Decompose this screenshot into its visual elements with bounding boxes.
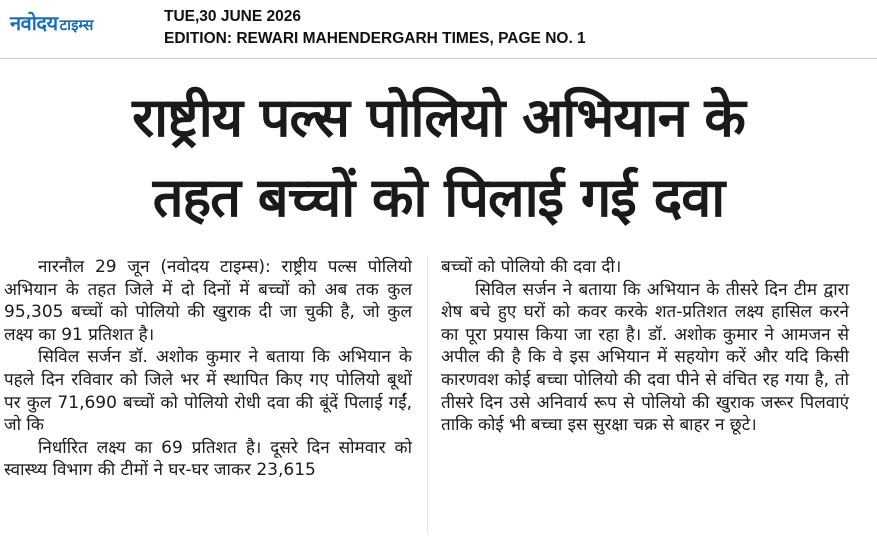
paragraph: बच्चों को पोलियो की दवा दी। [441, 257, 622, 277]
edition-info: EDITION: REWARI MAHENDERGARH TIMES, PAGE NO. 1 [164, 30, 586, 47]
column-divider [427, 256, 428, 534]
paragraph: नारनौल 29 जून (नवोदय टाइम्स): राष्ट्रीय पल्स पोलियो अभियान के तहत जिले में दो दिनों में बच्चों को अब तक कुल 95,305 बच्चों को पोलियो की खुराक दी जा चुकी है, जो कुल लक्ष्य का 91 प्रतिशत है। [4, 257, 412, 345]
logo-main-text: नवोदय [10, 11, 58, 35]
newspaper-logo[interactable] [10, 9, 93, 36]
logo-sub-text: टाइम्स [59, 16, 94, 34]
edition-meta [164, 6, 586, 50]
publication-date: TUE,30 JUNE 2026 [164, 8, 301, 25]
headline-line-1: राष्ट्रीय पल्स पोलियो अभियान के [132, 86, 745, 149]
article-column-right [441, 256, 849, 437]
paragraph: सिविल सर्जन ने बताया कि अभियान के तीसरे दिन टीम द्वारा शेष बचे हुए घरों को कवर करके शत-प्रतिशत लक्ष्य हासिल करने का पूरा प्रयास किया जा रहा है। डॉ. अशोक कुमार ने आमजन से अपील की है कि वे इस अभियान में सहयोग करें और यदि किसी कारणवश कोई बच्चा पोलियो की दवा पीने से वंचित रह गया है, तो तीसरे दिन उसे अनिवार्य रूप से पोलियो की खुराक जरूर पिलवाएं ताकि कोई भी बच्चा इस सुरक्षा चक्र से बाहर न छूटे। [441, 279, 849, 436]
paragraph: निर्धारित लक्ष्य का 69 प्रतिशत है। दूसरे दिन सोमवार को स्वास्थ्य विभाग की टीमों ने घर-घर जाकर 23,615 [4, 437, 412, 481]
epaper-header [0, 0, 877, 59]
headline-line-2: तहत बच्चों को पिलाई गई दवा [152, 166, 725, 229]
article-headline [0, 78, 877, 238]
paragraph: सिविल सर्जन डॉ. अशोक कुमार ने बताया कि अभियान के पहले दिन रविवार को जिले भर में स्थापित किए गए पोलियो बूथों पर कुल 71,690 बच्चों को पोलियो रोधी दवा की बूंदें पिलाई गईं, जो कि [4, 347, 412, 436]
article-column-left [4, 256, 412, 482]
